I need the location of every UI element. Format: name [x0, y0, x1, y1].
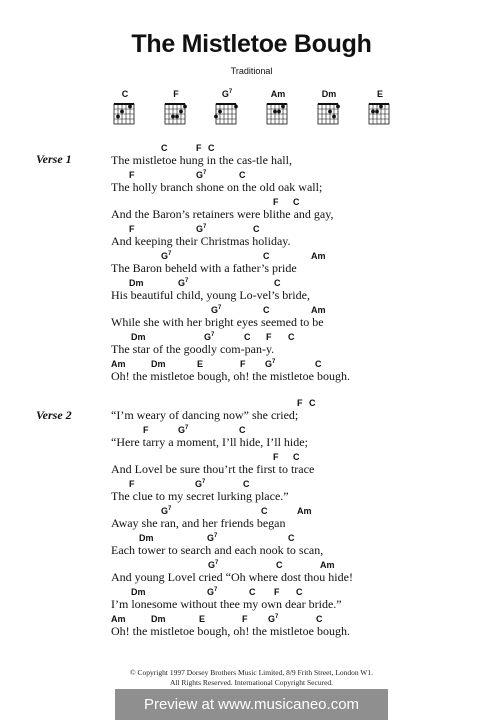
- lyric-line: [111, 170, 491, 198]
- chord-symbol: $G^7$: [196, 224, 207, 234]
- chord-symbol: F: [196, 143, 202, 153]
- chord-symbol: F: [273, 452, 279, 462]
- copyright-notice: [0, 668, 503, 688]
- chord-symbol: C: [239, 170, 246, 180]
- chord-symbol: C: [288, 332, 295, 342]
- chord-symbol: Dm: [151, 359, 166, 369]
- chord-symbol: F: [273, 197, 279, 207]
- chord-symbol: F: [129, 479, 135, 489]
- chord-diagram-dm: [309, 89, 349, 129]
- chord-symbol: F: [274, 587, 280, 597]
- chord-symbol: $G^7$: [204, 332, 215, 342]
- chord-symbol: Am: [311, 251, 326, 261]
- lyric-line: [111, 533, 491, 561]
- chord-symbol: $G^7$: [195, 479, 206, 489]
- lyric-text: “Here tarry a moment, I’ll hide, I’ll hide;: [111, 435, 308, 449]
- chord-symbol: $G^7$: [211, 305, 222, 315]
- chord-symbol: E: [197, 359, 204, 369]
- song-subtitle: Traditional: [230, 66, 273, 76]
- chord-symbol: Am: [320, 560, 335, 570]
- chord-symbol: C: [309, 398, 316, 408]
- chord-symbol: $G^7$: [161, 506, 172, 516]
- lyric-text: While she with her bright eyes seemed to be: [111, 315, 324, 329]
- preview-banner[interactable]: Preview at www.musicaneo.com: [115, 689, 388, 720]
- chord-symbol: C: [263, 305, 270, 315]
- lyric-line: [111, 425, 491, 453]
- chord-symbol: C: [161, 143, 168, 153]
- chord-symbol: Dm: [131, 587, 146, 597]
- lyric-text: The Baron beheld with a father’s pride: [111, 261, 297, 275]
- chord-symbol: C: [293, 197, 300, 207]
- chord-diagram-e: [360, 89, 400, 129]
- lyric-line: [111, 479, 491, 507]
- lyric-text: And keeping their Christmas holiday.: [111, 234, 291, 248]
- chord-symbol: F: [143, 425, 149, 435]
- chord-symbol: $G^7$: [208, 560, 219, 570]
- fretboard-grid: [263, 99, 293, 125]
- chord-diagram-label: C: [121, 89, 129, 99]
- lyric-line: [111, 305, 491, 333]
- lyric-text: And Lovel be sure thou’rt the first to trace: [111, 462, 315, 476]
- chord-symbol: $G^7$: [178, 425, 189, 435]
- copyright-line-1: © Copyright 1997 Dorsey Brothers Music Limited, 8/9 Frith Street, London W1.: [129, 668, 374, 677]
- chord-symbol: Dm: [151, 614, 166, 624]
- lyric-line: [111, 278, 491, 306]
- lyric-line: [111, 143, 491, 171]
- lyric-line: [111, 506, 491, 534]
- lyric-line: [111, 614, 491, 642]
- chord-symbol: C: [208, 143, 215, 153]
- chord-symbol: Am: [111, 359, 126, 369]
- verse-1-label: Verse 1: [36, 152, 72, 166]
- chord-symbol: C: [316, 614, 323, 624]
- lyric-line: [111, 359, 491, 387]
- chord-symbol: C: [263, 251, 270, 261]
- lyric-text: Away she ran, and her friends began: [111, 516, 286, 530]
- lyric-text: And young Lovel cried “Oh where dost thou hide!: [111, 570, 353, 584]
- chord-diagram-g7: [207, 89, 247, 129]
- lyric-text: Oh! the mistletoe bough, oh! the mistletoe bough.: [111, 624, 350, 638]
- chord-diagram-label: F: [173, 89, 179, 99]
- fretboard-grid: [314, 99, 344, 125]
- lyric-text: The clue to my secret lurking place.”: [111, 489, 289, 503]
- chord-symbol: C: [288, 533, 295, 543]
- chord-symbol: C: [274, 278, 281, 288]
- chord-symbol: Dm: [131, 332, 146, 342]
- chord-diagram-f: [156, 89, 196, 129]
- chord-symbol: C: [261, 506, 268, 516]
- lyric-text: Oh! the mistletoe bough, oh! the mistletoe bough.: [111, 369, 350, 383]
- chord-symbol: Dm: [139, 533, 154, 543]
- chord-symbol: F: [242, 614, 248, 624]
- chord-diagram-am: [258, 89, 298, 129]
- lyric-text: Each tower to search and each nook to scan,: [111, 543, 324, 557]
- lyric-text: And the Baron’s retainers were blithe and gay,: [111, 207, 334, 221]
- lyric-line: [111, 560, 491, 588]
- fretboard-grid: [110, 99, 140, 125]
- chord-symbol: F: [129, 170, 135, 180]
- chord-diagram-label: E: [376, 89, 383, 99]
- lyric-line: [111, 332, 491, 360]
- chord-diagram-label: $G^7$: [221, 89, 233, 99]
- chord-symbol: $G^7$: [265, 359, 276, 369]
- lyric-text: “I’m weary of dancing now” she cried;: [111, 408, 299, 422]
- chord-symbol: C: [249, 587, 256, 597]
- fretboard-grid: [212, 99, 242, 125]
- lyric-text: I’m lonesome without thee my own dear bride.”: [111, 597, 342, 611]
- chord-symbol: C: [239, 425, 246, 435]
- fretboard-grid: [365, 99, 395, 125]
- chord-symbol: E: [199, 614, 206, 624]
- chord-symbol: $G^7$: [178, 278, 189, 288]
- chord-symbol: F: [266, 332, 272, 342]
- chord-symbol: C: [276, 560, 283, 570]
- chord-symbol: Am: [311, 305, 326, 315]
- verse-2-label: Verse 2: [36, 408, 72, 422]
- chord-symbol: F: [129, 224, 135, 234]
- lyric-line: [111, 224, 491, 252]
- lyric-text: The mistletoe hung in the cas-tle hall,: [111, 153, 292, 167]
- chord-symbol: F: [297, 398, 303, 408]
- chord-symbol: Am: [297, 506, 312, 516]
- lyric-line: [111, 197, 491, 225]
- lyric-text: His beautiful child, young Lo-vel’s bride,: [111, 288, 310, 302]
- chord-symbol: $G^7$: [207, 533, 218, 543]
- chord-symbol: Dm: [129, 278, 144, 288]
- copyright-line-2: All Rights Reserved. International Copyright Secured.: [169, 678, 334, 687]
- song-title: The Mistletoe Bough: [131, 30, 372, 58]
- chord-diagram-c: [105, 89, 145, 129]
- chord-symbol: C: [243, 479, 250, 489]
- chord-symbol: C: [253, 224, 260, 234]
- chord-symbol: $G^7$: [161, 251, 172, 261]
- chord-symbol: C: [296, 587, 303, 597]
- lyric-line: [111, 251, 491, 279]
- lyric-line: [111, 398, 491, 426]
- lyric-text: The star of the goodly com-pan-y.: [111, 342, 275, 356]
- chord-symbol: Am: [111, 614, 126, 624]
- chord-diagram-label: Am: [270, 89, 286, 99]
- chord-symbol: $G^7$: [196, 170, 207, 180]
- chord-symbol: $G^7$: [207, 587, 218, 597]
- lyric-line: [111, 587, 491, 615]
- fretboard-grid: [161, 99, 191, 125]
- chord-symbol: C: [315, 359, 322, 369]
- chord-symbol: C: [244, 332, 251, 342]
- lyric-line: [111, 452, 491, 480]
- chord-symbol: $G^7$: [268, 614, 279, 624]
- chord-symbol: F: [240, 359, 246, 369]
- chord-symbol: C: [293, 452, 300, 462]
- lyric-text: The holly branch shone on the old oak wall;: [111, 180, 323, 194]
- chord-diagram-label: Dm: [321, 89, 337, 99]
